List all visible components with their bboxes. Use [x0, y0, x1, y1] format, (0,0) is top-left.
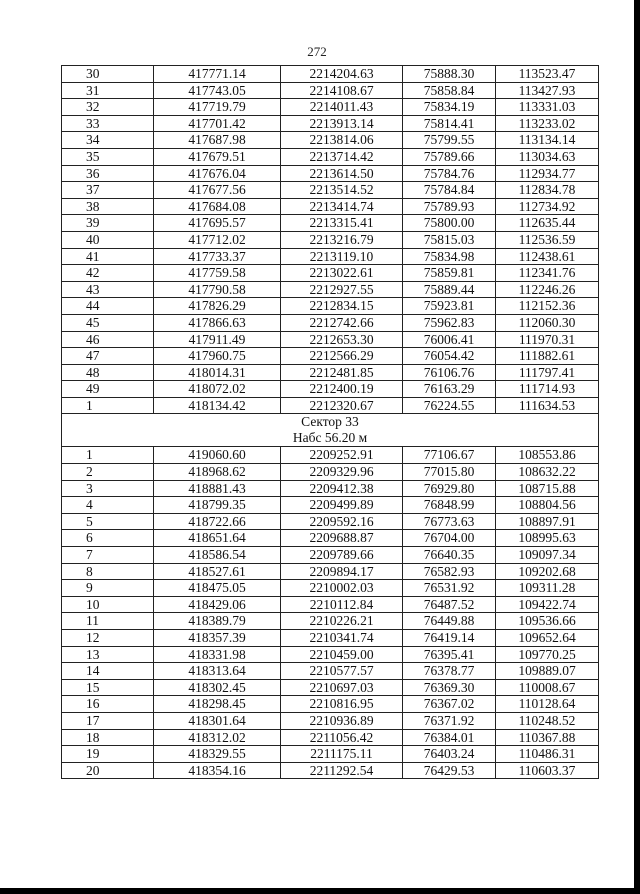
point-number-cell: 18 [62, 729, 154, 746]
coord-y2-cell: 108804.56 [496, 497, 599, 514]
coord-y2-cell: 111970.31 [496, 331, 599, 348]
coord-y-cell: 2209592.16 [281, 513, 403, 530]
coord-y-cell: 2213814.06 [281, 132, 403, 149]
coord-x-cell: 417676.04 [154, 165, 281, 182]
point-number-cell: 41 [62, 248, 154, 265]
coord-y2-cell: 110486.31 [496, 746, 599, 763]
coord-y2-cell: 113427.93 [496, 82, 599, 99]
coord-x-cell: 417743.05 [154, 82, 281, 99]
coord-x2-cell: 75814.41 [403, 115, 496, 132]
coord-x2-cell: 75962.83 [403, 314, 496, 331]
coord-x2-cell: 76582.93 [403, 563, 496, 580]
table-row [62, 99, 599, 116]
table-row [62, 364, 599, 381]
table-row [62, 547, 599, 564]
coord-x-cell: 418429.06 [154, 596, 281, 613]
coord-y-cell: 2214011.43 [281, 99, 403, 116]
coord-y-cell: 2212481.85 [281, 364, 403, 381]
table-row [62, 762, 599, 779]
coord-y-cell: 2210577.57 [281, 663, 403, 680]
coord-y-cell: 2209688.87 [281, 530, 403, 547]
table-row [62, 231, 599, 248]
point-number-cell: 1 [62, 447, 154, 464]
table-row [62, 563, 599, 580]
point-number-cell: 10 [62, 596, 154, 613]
table-row [62, 729, 599, 746]
coord-x2-cell: 76429.53 [403, 762, 496, 779]
point-number-cell: 47 [62, 348, 154, 365]
coord-y-cell: 2210112.84 [281, 596, 403, 613]
point-number-cell: 15 [62, 679, 154, 696]
coord-x2-cell: 76848.99 [403, 497, 496, 514]
coord-x-cell: 417759.58 [154, 265, 281, 282]
point-number-cell: 49 [62, 381, 154, 398]
table-body-before-sector [62, 66, 599, 414]
table-row [62, 613, 599, 630]
coord-y2-cell: 108553.86 [496, 447, 599, 464]
coord-x2-cell: 76419.14 [403, 630, 496, 647]
coord-x2-cell: 76929.80 [403, 480, 496, 497]
table-row [62, 182, 599, 199]
coord-x-cell: 417719.79 [154, 99, 281, 116]
table-row [62, 248, 599, 265]
coord-y2-cell: 109652.64 [496, 630, 599, 647]
coord-x2-cell: 76106.76 [403, 364, 496, 381]
coord-y-cell: 2213514.52 [281, 182, 403, 199]
table-row [62, 314, 599, 331]
coord-x2-cell: 77106.67 [403, 447, 496, 464]
coord-y2-cell: 110248.52 [496, 712, 599, 729]
point-number-cell: 32 [62, 99, 154, 116]
coord-y-cell: 2212927.55 [281, 281, 403, 298]
coord-y2-cell: 109097.34 [496, 547, 599, 564]
coord-x-cell: 418329.55 [154, 746, 281, 763]
coord-y2-cell: 112734.92 [496, 198, 599, 215]
table-row [62, 66, 599, 83]
coord-y-cell: 2212400.19 [281, 381, 403, 398]
table-row [62, 331, 599, 348]
table-row [62, 497, 599, 514]
coord-y2-cell: 112060.30 [496, 314, 599, 331]
point-number-cell: 14 [62, 663, 154, 680]
coord-x2-cell: 75889.44 [403, 281, 496, 298]
coord-x-cell: 418651.64 [154, 530, 281, 547]
coord-x-cell: 418586.54 [154, 547, 281, 564]
table-row [62, 115, 599, 132]
point-number-cell: 20 [62, 762, 154, 779]
coord-x-cell: 418014.31 [154, 364, 281, 381]
coord-x-cell: 418799.35 [154, 497, 281, 514]
point-number-cell: 43 [62, 281, 154, 298]
table-row [62, 447, 599, 464]
coord-x2-cell: 76054.42 [403, 348, 496, 365]
coord-x-cell: 417712.02 [154, 231, 281, 248]
point-number-cell: 11 [62, 613, 154, 630]
coord-y-cell: 2212742.66 [281, 314, 403, 331]
coord-x-cell: 417790.58 [154, 281, 281, 298]
coord-x2-cell: 76224.55 [403, 397, 496, 414]
sector-header-cell [62, 414, 599, 447]
coord-y-cell: 2212566.29 [281, 348, 403, 365]
coord-x-cell: 417695.57 [154, 215, 281, 232]
coord-x-cell: 418968.62 [154, 464, 281, 481]
coord-x2-cell: 77015.80 [403, 464, 496, 481]
point-number-cell: 35 [62, 148, 154, 165]
coord-x-cell: 418722.66 [154, 513, 281, 530]
point-number-cell: 45 [62, 314, 154, 331]
point-number-cell: 17 [62, 712, 154, 729]
coord-x2-cell: 75888.30 [403, 66, 496, 83]
coord-y-cell: 2213119.10 [281, 248, 403, 265]
coord-x2-cell: 76640.35 [403, 547, 496, 564]
coord-y2-cell: 112635.44 [496, 215, 599, 232]
coord-y-cell: 2209329.96 [281, 464, 403, 481]
coord-y2-cell: 112152.36 [496, 298, 599, 315]
coord-x2-cell: 75858.84 [403, 82, 496, 99]
table-row [62, 746, 599, 763]
coord-y2-cell: 112246.26 [496, 281, 599, 298]
coord-x-cell: 418331.98 [154, 646, 281, 663]
table-row [62, 646, 599, 663]
coord-y2-cell: 112834.78 [496, 182, 599, 199]
coord-x2-cell: 75834.19 [403, 99, 496, 116]
point-number-cell: 46 [62, 331, 154, 348]
point-number-cell: 33 [62, 115, 154, 132]
table-row [62, 530, 599, 547]
coord-x2-cell: 75815.03 [403, 231, 496, 248]
point-number-cell: 3 [62, 480, 154, 497]
point-number-cell: 9 [62, 580, 154, 597]
coord-y2-cell: 110367.88 [496, 729, 599, 746]
coord-x2-cell: 75789.93 [403, 198, 496, 215]
coord-y-cell: 2211292.54 [281, 762, 403, 779]
coord-x2-cell: 76403.24 [403, 746, 496, 763]
coord-x-cell: 417679.51 [154, 148, 281, 165]
table-body-after-sector [62, 447, 599, 779]
coord-y-cell: 2209894.17 [281, 563, 403, 580]
coord-y2-cell: 113034.63 [496, 148, 599, 165]
sector-height: Набс 56.20 м [292, 430, 368, 446]
coord-y-cell: 2213315.41 [281, 215, 403, 232]
coord-x2-cell: 75834.98 [403, 248, 496, 265]
coord-x-cell: 417701.42 [154, 115, 281, 132]
coord-y2-cell: 109889.07 [496, 663, 599, 680]
coord-x-cell: 417771.14 [154, 66, 281, 83]
coord-y2-cell: 109770.25 [496, 646, 599, 663]
point-number-cell: 4 [62, 497, 154, 514]
coord-x2-cell: 76371.92 [403, 712, 496, 729]
coord-x-cell: 418313.64 [154, 663, 281, 680]
coord-y-cell: 2214108.67 [281, 82, 403, 99]
coord-y2-cell: 112341.76 [496, 265, 599, 282]
table-row [62, 679, 599, 696]
coord-x2-cell: 76369.30 [403, 679, 496, 696]
table-row [62, 215, 599, 232]
sector-header-row [62, 414, 599, 447]
table-row [62, 712, 599, 729]
table-row [62, 596, 599, 613]
coord-x-cell: 417826.29 [154, 298, 281, 315]
coord-x-cell: 417733.37 [154, 248, 281, 265]
coord-y-cell: 2210341.74 [281, 630, 403, 647]
point-number-cell: 37 [62, 182, 154, 199]
coord-y-cell: 2213022.61 [281, 265, 403, 282]
coord-y2-cell: 108715.88 [496, 480, 599, 497]
coord-y2-cell: 113331.03 [496, 99, 599, 116]
coord-y-cell: 2210226.21 [281, 613, 403, 630]
coord-y-cell: 2213714.42 [281, 148, 403, 165]
coord-y2-cell: 111714.93 [496, 381, 599, 398]
coord-x-cell: 417684.08 [154, 198, 281, 215]
point-number-cell: 36 [62, 165, 154, 182]
point-number-cell: 1 [62, 397, 154, 414]
coord-x-cell: 418298.45 [154, 696, 281, 713]
sector-title: Сектор 33 [301, 414, 359, 430]
table-row [62, 580, 599, 597]
sector-header [62, 414, 599, 447]
coord-x2-cell: 75923.81 [403, 298, 496, 315]
table-row [62, 696, 599, 713]
point-number-cell: 7 [62, 547, 154, 564]
point-number-cell: 39 [62, 215, 154, 232]
coord-y2-cell: 109422.74 [496, 596, 599, 613]
coord-y-cell: 2211175.11 [281, 746, 403, 763]
coord-x2-cell: 75859.81 [403, 265, 496, 282]
table-row [62, 663, 599, 680]
coord-y2-cell: 112536.59 [496, 231, 599, 248]
coord-y-cell: 2213614.50 [281, 165, 403, 182]
point-number-cell: 48 [62, 364, 154, 381]
coord-y-cell: 2210816.95 [281, 696, 403, 713]
coord-y2-cell: 113523.47 [496, 66, 599, 83]
coord-y2-cell: 110603.37 [496, 762, 599, 779]
coord-y2-cell: 109202.68 [496, 563, 599, 580]
coord-y-cell: 2213913.14 [281, 115, 403, 132]
coord-y2-cell: 111797.41 [496, 364, 599, 381]
table-row [62, 198, 599, 215]
point-number-cell: 16 [62, 696, 154, 713]
point-number-cell: 34 [62, 132, 154, 149]
coord-x-cell: 418357.39 [154, 630, 281, 647]
coord-y-cell: 2212653.30 [281, 331, 403, 348]
coord-x2-cell: 76449.88 [403, 613, 496, 630]
coord-y-cell: 2212834.15 [281, 298, 403, 315]
table-row [62, 381, 599, 398]
table-row [62, 281, 599, 298]
coord-y2-cell: 110008.67 [496, 679, 599, 696]
coord-x-cell: 418354.16 [154, 762, 281, 779]
table-row [62, 82, 599, 99]
page-number: 272 [307, 44, 327, 59]
coord-y-cell: 2213216.79 [281, 231, 403, 248]
coord-x-cell: 418881.43 [154, 480, 281, 497]
coord-y-cell: 2210697.03 [281, 679, 403, 696]
table-row [62, 298, 599, 315]
table-row [62, 630, 599, 647]
coord-y2-cell: 111882.61 [496, 348, 599, 365]
point-number-cell: 30 [62, 66, 154, 83]
point-number-cell: 44 [62, 298, 154, 315]
table-row [62, 132, 599, 149]
table-row [62, 265, 599, 282]
coord-x-cell: 418475.05 [154, 580, 281, 597]
coord-y-cell: 2211056.42 [281, 729, 403, 746]
table-row [62, 148, 599, 165]
coord-x-cell: 418389.79 [154, 613, 281, 630]
coord-x2-cell: 76704.00 [403, 530, 496, 547]
coord-x2-cell: 76384.01 [403, 729, 496, 746]
table-row [62, 464, 599, 481]
coord-y-cell: 2210002.03 [281, 580, 403, 597]
coord-x2-cell: 75799.55 [403, 132, 496, 149]
coord-x2-cell: 75784.76 [403, 165, 496, 182]
coordinates-table [61, 65, 599, 779]
coord-y-cell: 2210936.89 [281, 712, 403, 729]
point-number-cell: 12 [62, 630, 154, 647]
point-number-cell: 42 [62, 265, 154, 282]
coord-y-cell: 2214204.63 [281, 66, 403, 83]
coord-y-cell: 2213414.74 [281, 198, 403, 215]
coord-x2-cell: 76378.77 [403, 663, 496, 680]
coord-y-cell: 2209252.91 [281, 447, 403, 464]
coord-x-cell: 417866.63 [154, 314, 281, 331]
coord-x2-cell: 75784.84 [403, 182, 496, 199]
coord-x-cell: 418072.02 [154, 381, 281, 398]
coord-x2-cell: 75789.66 [403, 148, 496, 165]
coord-y2-cell: 108632.22 [496, 464, 599, 481]
coord-x-cell: 417960.75 [154, 348, 281, 365]
coord-y2-cell: 112934.77 [496, 165, 599, 182]
coord-y2-cell: 112438.61 [496, 248, 599, 265]
coord-x2-cell: 75800.00 [403, 215, 496, 232]
point-number-cell: 38 [62, 198, 154, 215]
point-number-cell: 8 [62, 563, 154, 580]
coord-y-cell: 2209499.89 [281, 497, 403, 514]
coord-x2-cell: 76773.63 [403, 513, 496, 530]
coord-x-cell: 417911.49 [154, 331, 281, 348]
coord-y2-cell: 109311.28 [496, 580, 599, 597]
coord-y2-cell: 110128.64 [496, 696, 599, 713]
coord-y-cell: 2212320.67 [281, 397, 403, 414]
point-number-cell: 2 [62, 464, 154, 481]
point-number-cell: 19 [62, 746, 154, 763]
coord-y-cell: 2209789.66 [281, 547, 403, 564]
coord-x2-cell: 76367.02 [403, 696, 496, 713]
coord-x2-cell: 76006.41 [403, 331, 496, 348]
table-row [62, 513, 599, 530]
coord-x2-cell: 76395.41 [403, 646, 496, 663]
table-row [62, 348, 599, 365]
point-number-cell: 13 [62, 646, 154, 663]
point-number-cell: 31 [62, 82, 154, 99]
coord-x-cell: 418134.42 [154, 397, 281, 414]
coord-x-cell: 418312.02 [154, 729, 281, 746]
coord-x2-cell: 76487.52 [403, 596, 496, 613]
coord-x-cell: 418301.64 [154, 712, 281, 729]
table-row [62, 480, 599, 497]
coord-y2-cell: 113233.02 [496, 115, 599, 132]
coord-y2-cell: 109536.66 [496, 613, 599, 630]
coord-y2-cell: 111634.53 [496, 397, 599, 414]
coord-x-cell: 418527.61 [154, 563, 281, 580]
point-number-cell: 5 [62, 513, 154, 530]
coord-x-cell: 418302.45 [154, 679, 281, 696]
coord-x-cell: 419060.60 [154, 447, 281, 464]
coord-x-cell: 417687.98 [154, 132, 281, 149]
coord-x-cell: 417677.56 [154, 182, 281, 199]
coord-y2-cell: 113134.14 [496, 132, 599, 149]
table-row [62, 397, 599, 414]
coord-x2-cell: 76163.29 [403, 381, 496, 398]
table-row [62, 165, 599, 182]
coord-y2-cell: 108897.91 [496, 513, 599, 530]
point-number-cell: 40 [62, 231, 154, 248]
coord-y-cell: 2210459.00 [281, 646, 403, 663]
coord-x2-cell: 76531.92 [403, 580, 496, 597]
point-number-cell: 6 [62, 530, 154, 547]
coord-y2-cell: 108995.63 [496, 530, 599, 547]
coord-y-cell: 2209412.38 [281, 480, 403, 497]
